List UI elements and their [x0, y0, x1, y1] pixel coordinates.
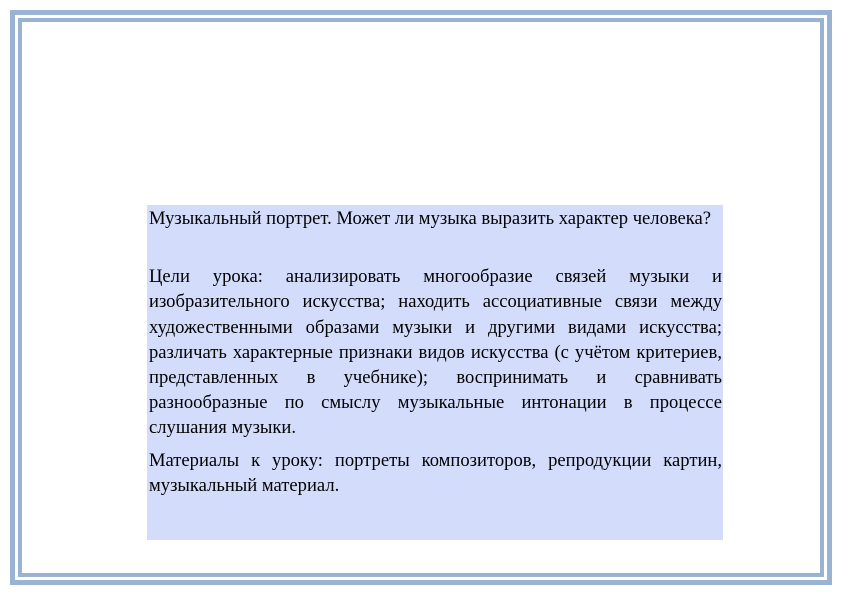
lesson-text-box	[147, 205, 723, 540]
lesson-title: Музыкальный портрет. Может ли музыка выразить характер человека?	[149, 208, 712, 229]
lesson-goals: Цели урока: анализировать многообразие связей музыки и изобразительного искусства; находить ассоциативные связи между художественными образами музыки и другими видами искусства; различать характерные признаки видов искусства (с учётом критериев, представленных в учебнике); воспринимать и сравнивать разнообразные по смыслу музыкальные интонации в процессе слушания музыки.	[149, 266, 722, 439]
lesson-materials: Материалы к уроку: портреты композиторов, репродукции картин, музыкальный материал.	[149, 449, 722, 496]
